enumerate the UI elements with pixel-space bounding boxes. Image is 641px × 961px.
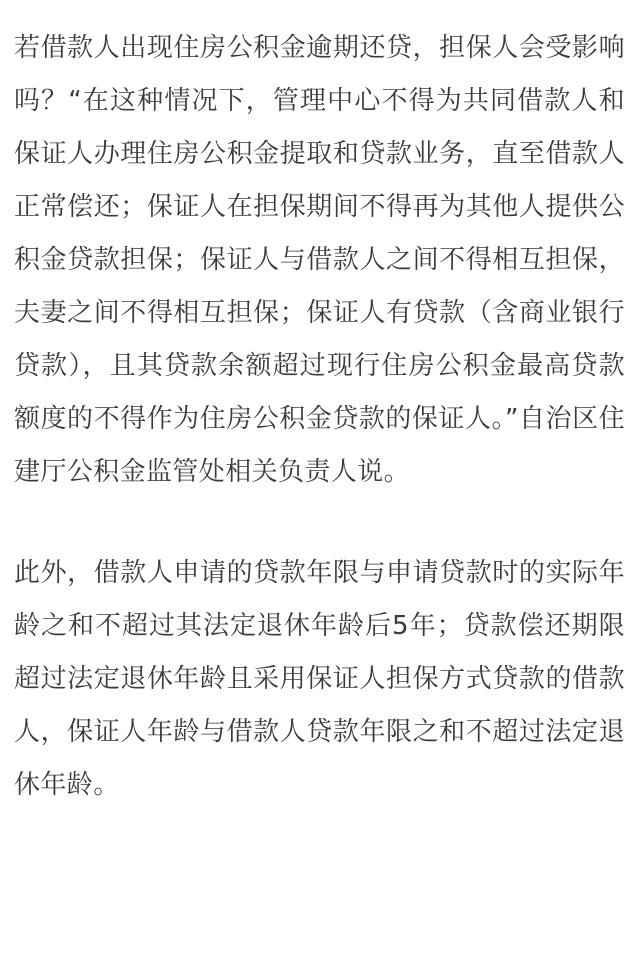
paragraph-1: 若借款人出现住房公积金逾期还贷，担保人会受影响吗？“在这种情况下，管理中心不得为共同借款人和保证人办理住房公积金提取和贷款业务，直至借款人正常偿还；保证人在担保期间不得再为其他人提供公积金贷款担保；保证人与借款人之间不得相互担保，夫妻之间不得相互担保；保证人有贷款（含商业银行贷款），且其贷款余额超过现行住房公积金最高贷款额度的不得作为住房公积金贷款的保证人。”自治区住建厅公积金监管处相关负责人说。: [14, 33, 625, 487]
paragraph-2: 此外，借款人申请的贷款年限与申请贷款时的实际年龄之和不超过其法定退休年龄后5年；贷款偿还期限超过法定退休年龄且采用保证人担保方式贷款的借款人，保证人年龄与借款人贷款年限之和不超过法定退休年龄。: [14, 558, 625, 800]
